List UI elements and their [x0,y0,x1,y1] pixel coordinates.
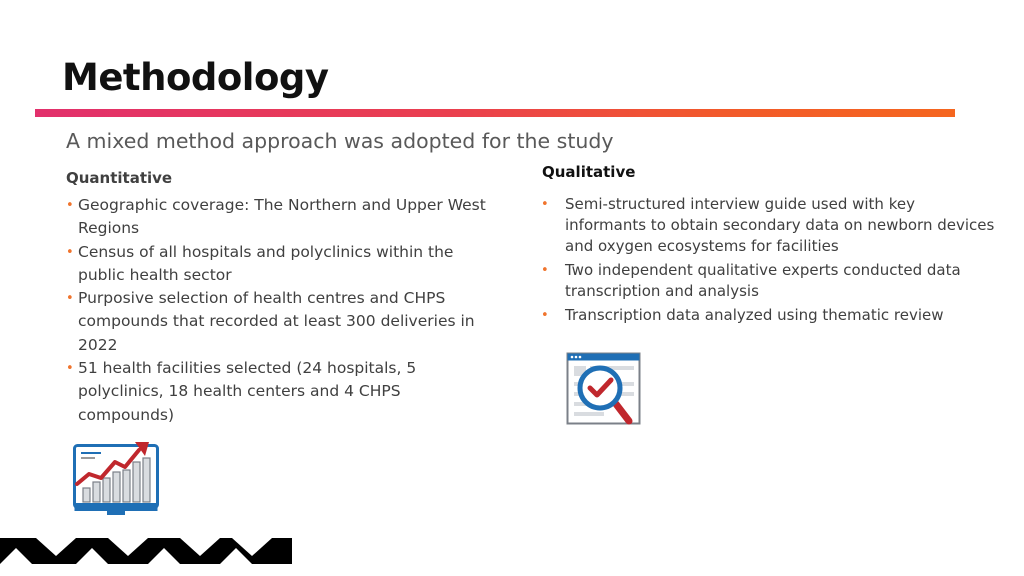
list-item-text: Semi-structured interview guide used with key informants to obtain secondary data on newborn devices and oxygen ecosystems for facilities [565,195,995,255]
title-accent-bar [35,109,955,117]
list-item-text: Geographic coverage: The Northern and Upper West Regions [78,196,486,238]
bullet-dot: • [541,263,549,278]
decorative-zigzag-band [0,538,292,564]
list-item-text: Transcription data analyzed using thematic review [565,306,944,324]
bullet-dot: • [541,197,549,212]
list-item-text: 51 health facilities selected (24 hospitals, 5 polyclinics, 18 health centers and 4 CHPS compounds) [78,359,417,424]
list-item [540,305,1000,326]
list-item [66,194,486,241]
slide-title: Methodology [62,56,329,99]
bullet-dot: • [66,244,74,260]
list-item [66,287,486,357]
quantitative-heading: Quantitative [66,169,173,187]
list-item-text: Census of all hospitals and polyclinics within the public health sector [78,242,454,284]
qualitative-heading: Qualitative [542,163,636,181]
bullet-dot: • [66,291,74,307]
document-review-icon [566,352,641,428]
bullet-dot: • [66,361,74,377]
bullet-dot: • [66,198,74,213]
list-item-text: Two independent qualitative experts conducted data transcription and analysis [565,261,961,300]
slide-subtitle: A mixed method approach was adopted for the study [66,129,614,153]
list-item [540,260,1000,302]
list-item-text: Purposive selection of health centres and CHPS compounds that recorded at least 300 deliveries in 2022 [78,289,475,354]
list-item [540,194,1000,257]
quantitative-list [66,194,486,427]
list-item [66,241,486,288]
list-item [66,357,486,427]
bullet-dot: • [541,308,549,323]
growth-chart-icon [73,440,159,516]
qualitative-list [540,194,1000,329]
